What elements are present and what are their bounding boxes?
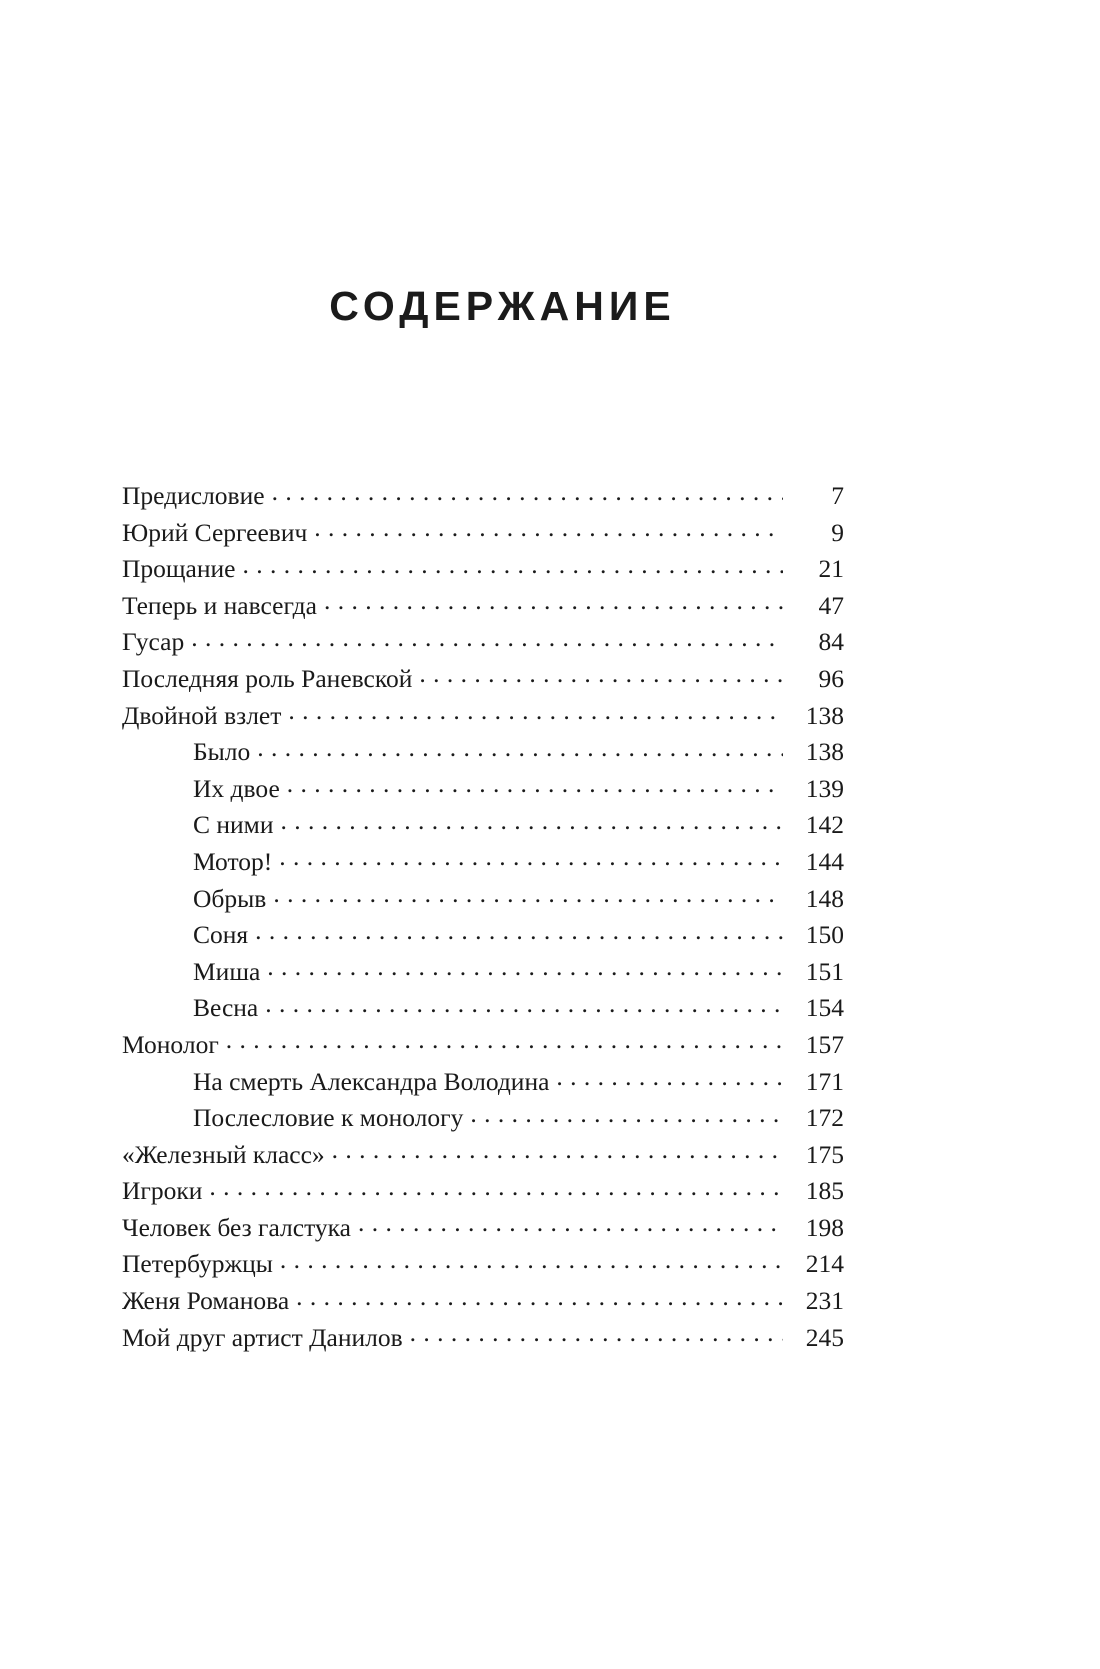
- toc-leader-dots: [358, 1210, 783, 1236]
- toc-entry-label: Человек без галстука: [122, 1212, 351, 1242]
- toc-entry[interactable]: [122, 1137, 844, 1174]
- toc-entry-page-number: 154: [805, 993, 844, 1023]
- toc-entry[interactable]: [122, 515, 844, 552]
- toc-leader-dots: [279, 844, 783, 870]
- toc-entry-label: С ними: [193, 810, 274, 840]
- toc-entry[interactable]: [122, 1027, 844, 1064]
- toc-leader-dots: [267, 954, 783, 980]
- toc-entry[interactable]: [122, 551, 844, 588]
- toc-leader-dots: [314, 515, 783, 541]
- toc-entry-label: Их двое: [193, 773, 280, 803]
- toc-leader-dots: [273, 881, 783, 907]
- toc-entry-page-number: 175: [805, 1139, 844, 1169]
- toc-leader-dots: [280, 1247, 783, 1273]
- toc-leader-dots: [324, 588, 783, 614]
- toc-leader-dots: [226, 1027, 783, 1053]
- toc-entry-page-number: 171: [805, 1066, 844, 1096]
- toc-entry-label: Игроки: [122, 1176, 203, 1206]
- toc-entry[interactable]: [122, 1210, 844, 1247]
- toc-entry-label: На смерть Александра Володина: [193, 1066, 550, 1096]
- toc-entry[interactable]: [122, 478, 844, 515]
- toc-leader-dots: [296, 1284, 783, 1310]
- toc-entry[interactable]: [122, 734, 844, 771]
- toc-entry[interactable]: [122, 881, 844, 918]
- toc-leader-dots: [332, 1137, 783, 1163]
- toc-leader-dots: [191, 625, 783, 651]
- toc-leader-dots: [242, 552, 783, 578]
- toc-leader-dots: [257, 735, 783, 761]
- toc-entry-label: Мотор!: [193, 846, 273, 876]
- toc-entry[interactable]: [122, 698, 844, 735]
- toc-leader-dots: [288, 698, 783, 724]
- toc-entry-label: Весна: [193, 993, 259, 1023]
- toc-leader-dots: [470, 1101, 783, 1127]
- toc-entry[interactable]: [122, 624, 844, 661]
- toc-entry-label: Петербуржцы: [122, 1249, 273, 1279]
- toc-entry[interactable]: [122, 661, 844, 698]
- toc-entry-page-number: 138: [805, 737, 844, 767]
- toc-entry-label: Теперь и навсегда: [122, 590, 317, 620]
- toc-entry[interactable]: [122, 954, 844, 991]
- toc-entry-page-number: 245: [805, 1322, 844, 1352]
- page-title: СОДЕРЖАНИЕ: [329, 283, 676, 329]
- toc-entry[interactable]: [122, 1246, 844, 1283]
- toc-entry[interactable]: [122, 1283, 844, 1320]
- toc-entry-page-number: 144: [805, 846, 844, 876]
- toc-entry-page-number: 96: [818, 663, 844, 693]
- toc-leader-dots: [419, 661, 783, 687]
- toc-entry-page-number: 185: [805, 1176, 844, 1206]
- toc-entry-page-number: 84: [818, 627, 844, 657]
- toc-entry-label: Гусар: [122, 627, 185, 657]
- toc-entry-label: Женя Романова: [122, 1286, 290, 1316]
- toc-entry-label: «Железный класс»: [122, 1139, 325, 1169]
- toc-entry-label: Предисловие: [122, 481, 265, 510]
- toc-entry-page-number: 138: [805, 700, 844, 730]
- toc-entry-label: Послесловие к монологу: [193, 1103, 464, 1133]
- toc-entry-label: Миша: [193, 956, 261, 986]
- toc-leader-dots: [280, 808, 783, 834]
- toc-entry-label: Обрыв: [193, 883, 267, 913]
- toc-entry-page-number: 47: [818, 590, 844, 620]
- toc-entry[interactable]: [122, 1100, 844, 1137]
- toc-entry-label: Последняя роль Раневской: [122, 663, 413, 693]
- toc-entry-page-number: 148: [805, 883, 844, 913]
- toc-leader-dots: [265, 991, 783, 1017]
- toc-entry-page-number: 9: [831, 517, 844, 547]
- toc-entry[interactable]: [122, 917, 844, 954]
- toc-entry[interactable]: [122, 807, 844, 844]
- toc-leader-dots: [272, 479, 783, 505]
- toc-leader-dots: [287, 771, 783, 797]
- toc-entry[interactable]: [122, 1173, 844, 1210]
- toc-entry-page-number: 7: [831, 481, 844, 510]
- toc-entry-page-number: 139: [805, 773, 844, 803]
- toc-entry-label: Соня: [193, 920, 249, 950]
- toc-entry-label: Монолог: [122, 1029, 219, 1059]
- toc-entry-page-number: 214: [805, 1249, 844, 1279]
- toc-leader-dots: [255, 918, 783, 944]
- toc-entry[interactable]: [122, 588, 844, 625]
- toc-entry[interactable]: [122, 771, 844, 808]
- toc-entry-page-number: 151: [805, 956, 844, 986]
- toc-entry-label: Прощание: [122, 554, 236, 584]
- table-of-contents-list: [122, 478, 844, 1356]
- toc-entry[interactable]: [122, 1064, 844, 1101]
- toc-entry[interactable]: [122, 1320, 844, 1357]
- toc-entry[interactable]: [122, 990, 844, 1027]
- toc-entry-label: Было: [193, 737, 251, 767]
- toc-entry-page-number: 150: [805, 920, 844, 950]
- toc-entry-page-number: 172: [805, 1103, 844, 1133]
- toc-entry-page-number: 142: [805, 810, 844, 840]
- toc-entry-page-number: 198: [805, 1212, 844, 1242]
- toc-entry[interactable]: [122, 844, 844, 881]
- toc-entry-page-number: 21: [818, 554, 844, 584]
- toc-leader-dots: [410, 1320, 783, 1346]
- toc-entry-label: Двойной взлет: [122, 700, 282, 730]
- toc-leader-dots: [209, 1174, 783, 1200]
- toc-leader-dots: [556, 1064, 783, 1090]
- toc-entry-page-number: 231: [805, 1286, 844, 1316]
- toc-entry-label: Юрий Сергеевич: [122, 517, 308, 547]
- toc-entry-label: Мой друг артист Данилов: [122, 1322, 403, 1352]
- toc-entry-page-number: 157: [805, 1029, 844, 1059]
